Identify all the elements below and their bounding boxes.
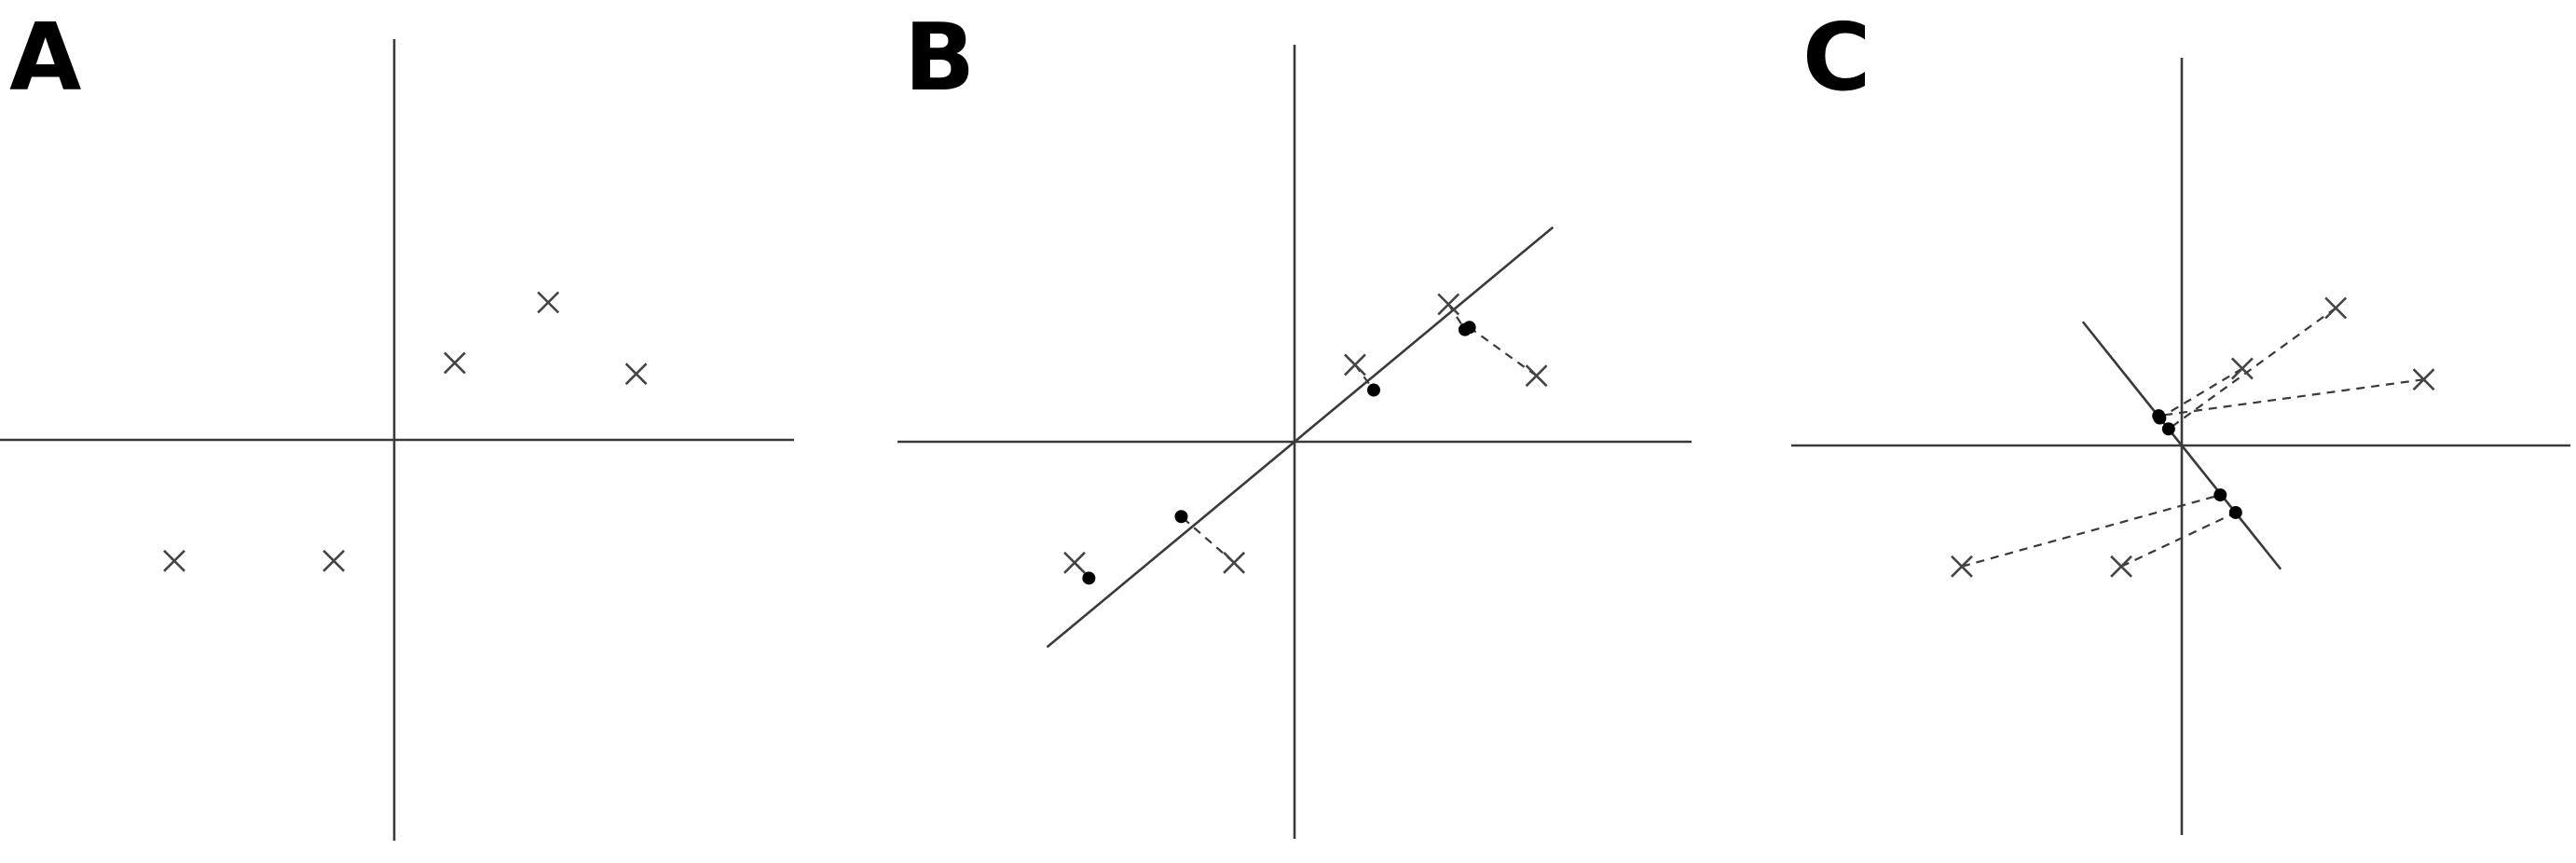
panel-a-data-point-5 <box>626 363 647 384</box>
panel-a-data-point-4 <box>538 293 558 313</box>
panel-c-projected-point-2 <box>2229 506 2242 519</box>
panel-c-data-point-4 <box>2325 298 2346 319</box>
panel-b-projected-point-5 <box>1463 321 1476 334</box>
panel-c-projection-line-2 <box>2121 513 2236 567</box>
panel-a-data-point-1 <box>164 551 185 571</box>
panel-b-projected-point-3 <box>1367 384 1380 397</box>
panel-b-data-point-2 <box>1224 553 1244 573</box>
panel-c-label: C <box>1802 3 1871 112</box>
panel-c-projection-line-4 <box>2169 308 2336 430</box>
panel-c-data-point-3 <box>2232 358 2253 378</box>
panel-b-projected-point-1 <box>1082 571 1095 584</box>
panel-b-fit-line <box>1048 227 1554 648</box>
panel-c-projected-point-1 <box>2213 488 2227 501</box>
panel-c-projection-line-5 <box>2158 379 2423 416</box>
panel-b-label: B <box>904 3 976 112</box>
panel-a-label: A <box>9 3 82 112</box>
panel-c <box>1791 3 2570 835</box>
panel-c-data-point-1 <box>1952 556 1972 577</box>
panel-b-projected-point-2 <box>1174 510 1187 523</box>
panel-c-projected-point-4 <box>2162 422 2175 435</box>
panel-b-data-point-5 <box>1527 365 1547 386</box>
panel-b <box>897 3 1692 839</box>
panel-b-projection-line-5 <box>1470 327 1537 376</box>
panel-a <box>0 3 794 841</box>
panel-a-data-point-2 <box>323 551 344 571</box>
panel-b-data-point-3 <box>1345 354 1365 375</box>
panel-c-data-point-2 <box>2111 556 2131 577</box>
panel-c-projected-point-5 <box>2152 409 2165 422</box>
panel-a-data-point-3 <box>445 352 465 373</box>
panel-b-data-point-1 <box>1064 553 1085 573</box>
panel-b-data-point-4 <box>1438 295 1459 315</box>
